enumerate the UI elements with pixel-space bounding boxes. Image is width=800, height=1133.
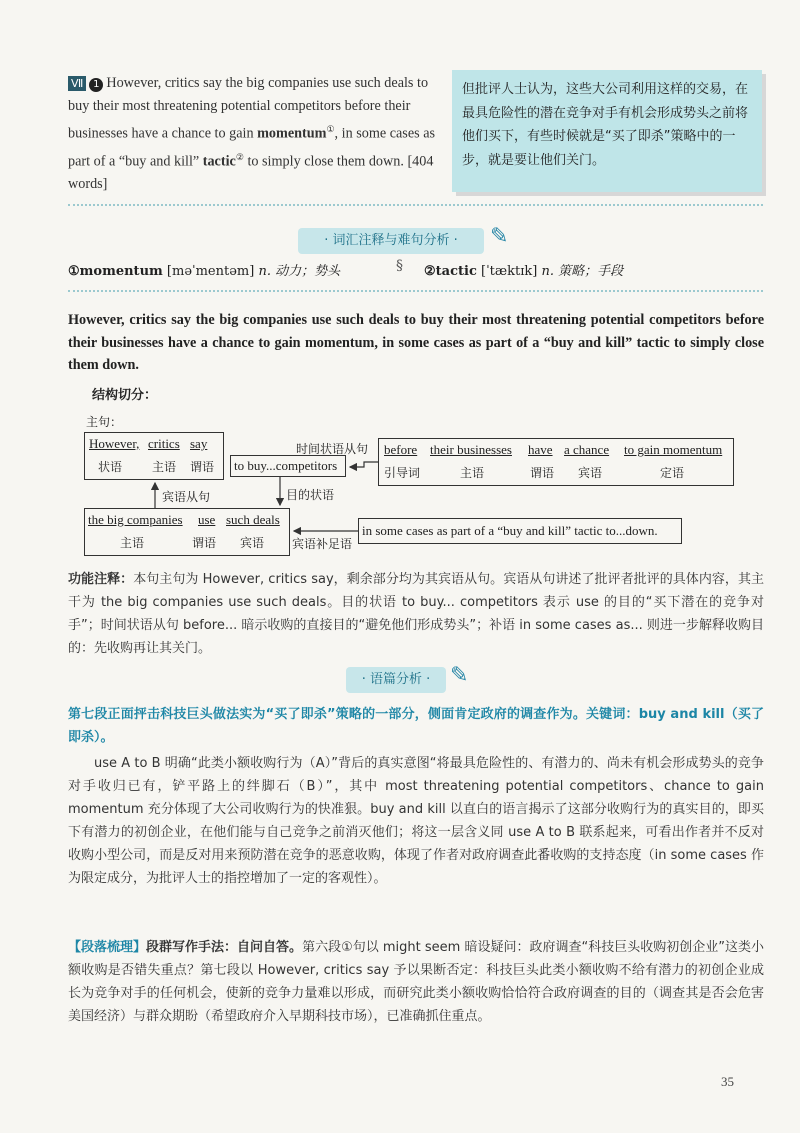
analyzed-sentence: However, critics say the big companies use such deals to buy their most threatening potential competitors before their businesses have a chance to gain momentum, in some cases as part of a “buy and kill” tactic to simply close them down. xyxy=(68,312,764,373)
analysis-summary: 第七段正面抨击科技巨头做法实为“买了即杀”策略的一部分，侧面肯定政府的调查作为。关键词：buy and kill（买了即杀）。 xyxy=(68,707,764,745)
analysis-paragraph: use A to B 明确“此类小额收购行为（A）”背后的真实意图“将最具危险性的、有潜力的、尚未有机会形成势头的竞争对手收归已有，铲平路上的绊脚石（B）”，其中 most threatening potential competitors、chance to gain momentum 充分体现了大公司收购行为的快准狠。buy and kill 以直白的语言揭示了这部分收购行为的真实目的，即买下有潜力的初创企业，在他们能与自己竞争之前消灭他们；将这一层含义同 use A to B 联系起来，可看出作者并不反对收购小型公司，而是反对用来预防潜在竞争的恶意收购，体现了作者对政府调查此番收购的支持态度（in some cases 作为限定成分，为批评人士的指控增加了一定的客观性）。 xyxy=(68,756,764,886)
arrow-time-clause xyxy=(350,462,378,467)
source-paragraph: Ⅶ 1 However, critics say the big companies use such deals to buy their most threatening potential competitors before their businesses have a chance to gain momentum①, in some cases as part of a “buy and kill” tactic② to simply close them down. [404 words] xyxy=(68,75,436,193)
section-title-discourse: · 语篇分析 · xyxy=(346,667,446,693)
sentence-number: 1 xyxy=(89,78,103,92)
paragraph-badge: Ⅶ xyxy=(68,76,86,91)
function-note: 功能注释：本句主句为 However, critics say，剩余部分均为其宾语从句。宾语从句讲述了批评者批评的具体内容，其主干为 the big companies use such deals。目的状语 to buy... competitors 表示 use 的目的“买下潜在的竞争对手”；时间状语从句 before... 暗示收购的直接目的“避免他们形成势头”；补语 in some cases as... 则进一步解释收购目的：先收购再让其关门。 xyxy=(68,572,764,656)
keyword-momentum: momentum xyxy=(257,125,327,142)
separator-icon: § xyxy=(396,258,403,274)
brush-icon: ✎ xyxy=(450,663,469,688)
keyword-tactic: tactic xyxy=(202,153,236,170)
paragraph-review: 【段落梳理】段群写作手法：自问自答。第六段①句以 might seem 暗设疑问：政府调查“科技巨头收购初创企业”这类小额收购是否错失重点？第七段以 However, critics say 予以果断否定：科技巨头此类小额收购不给有潜力的初创企业成长为竞争对手的任何机会，使新的竞争力量难以形成，而研究此类小额收购恰恰符合政府调查的目的（调查其是否会危害美国经济）与群众期盼（希望政府介入早期科技市场），已准确抓住重点。 xyxy=(68,940,764,1024)
structure-label: 结构切分： xyxy=(92,388,158,403)
page-number: 35 xyxy=(721,1074,734,1089)
main-clause-label: 主句： xyxy=(86,415,123,429)
vocab-entry-tactic: ②tactic [ˈtæktɪk] n. 策略；手段 xyxy=(424,264,624,279)
translation-box: 但批评人士认为，这些大公司利用这样的交易，在最具危险性的潜在竞争对手有机会形成势头之前将他们买下，有些时候就是“买了即杀”策略中的一步，就是要让他们关门。 xyxy=(452,70,762,192)
brush-icon: ✎ xyxy=(490,224,509,249)
section-title-vocab: · 词汇注释与难句分析 · xyxy=(298,228,484,254)
vocab-entry-momentum: ①momentum [məˈmentəm] n. 动力；势头 xyxy=(68,264,341,279)
